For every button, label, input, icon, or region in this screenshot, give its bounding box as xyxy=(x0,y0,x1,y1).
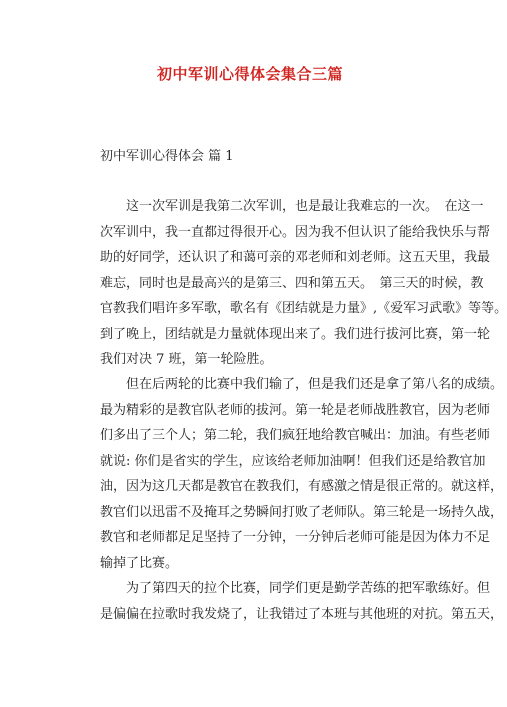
paragraph-line: 到了晚上，团结就是力量就体现出来了。我们进行拔河比赛，第一轮 xyxy=(100,326,491,342)
paragraph-line: 们多出了三个人；第二轮，我们疯狂地给教官喊出：加油。有些老师 xyxy=(100,428,491,443)
paragraph-3 xyxy=(100,576,504,627)
paragraph-line: 官教我们唱许多军歌，歌名有《团结就是力量》,《爱军习武歌》等等。 xyxy=(100,301,507,316)
paragraph-line: 难忘，同时也是最高兴的是第三、四和第五天。 第三天的时候，教 xyxy=(100,275,484,291)
paragraph-line: 教官和老师都足足坚持了一分钟，一分钟后老师可能是因为体力不足 xyxy=(100,530,491,545)
paragraph-line: 油，因为这几天都是教官在教我们，有感激之情是很正常的。就这样， xyxy=(100,479,504,494)
document-title: 初中军训心得体会集合三篇 xyxy=(156,65,343,83)
paragraph-2 xyxy=(100,372,504,576)
paragraph-line: 次军训中，我一直都过得很开心。因为我不但认识了能给我快乐与帮 xyxy=(100,224,491,240)
paragraph-line: 我们对决 7 班，第一轮险胜。 xyxy=(100,352,273,367)
paragraph-1 xyxy=(100,194,507,373)
paragraph-line: 输掉了比赛。 xyxy=(100,555,179,571)
paragraph-line: 是偏偏在拉歌时我发烧了，让我错过了本班与其他班的对抗。第五天， xyxy=(100,606,504,622)
section-heading: 初中军训心得体会 篇 1 xyxy=(100,149,234,164)
paragraph-line: 最为精彩的是教官队老师的拔河。第一轮是老师战胜教官，因为老师 xyxy=(100,402,491,418)
paragraph-line: 就说: 你们是省实的学生，应该给老师加油啊！但我们还是给教官加 xyxy=(100,453,486,469)
paragraph-line: 这一次军训是我第二次军训，也是最让我难忘的一次。 在这一 xyxy=(100,199,484,214)
paragraph-line: 但在后两轮的比赛中我们输了，但是我们还是拿了第八名的成绩。 xyxy=(100,377,504,392)
paragraph-line: 教官们以迅雷不及掩耳之势瞬间打败了老师队。第三轮是一场持久战， xyxy=(100,504,504,520)
paragraph-line: 助的好同学，还认识了和蔼可亲的邓老师和刘老师。这五天里，我最 xyxy=(100,250,491,265)
paragraph-line: 为了第四天的拉个比赛，同学们更是勤学苦练的把军歌练好。但 xyxy=(100,581,491,596)
